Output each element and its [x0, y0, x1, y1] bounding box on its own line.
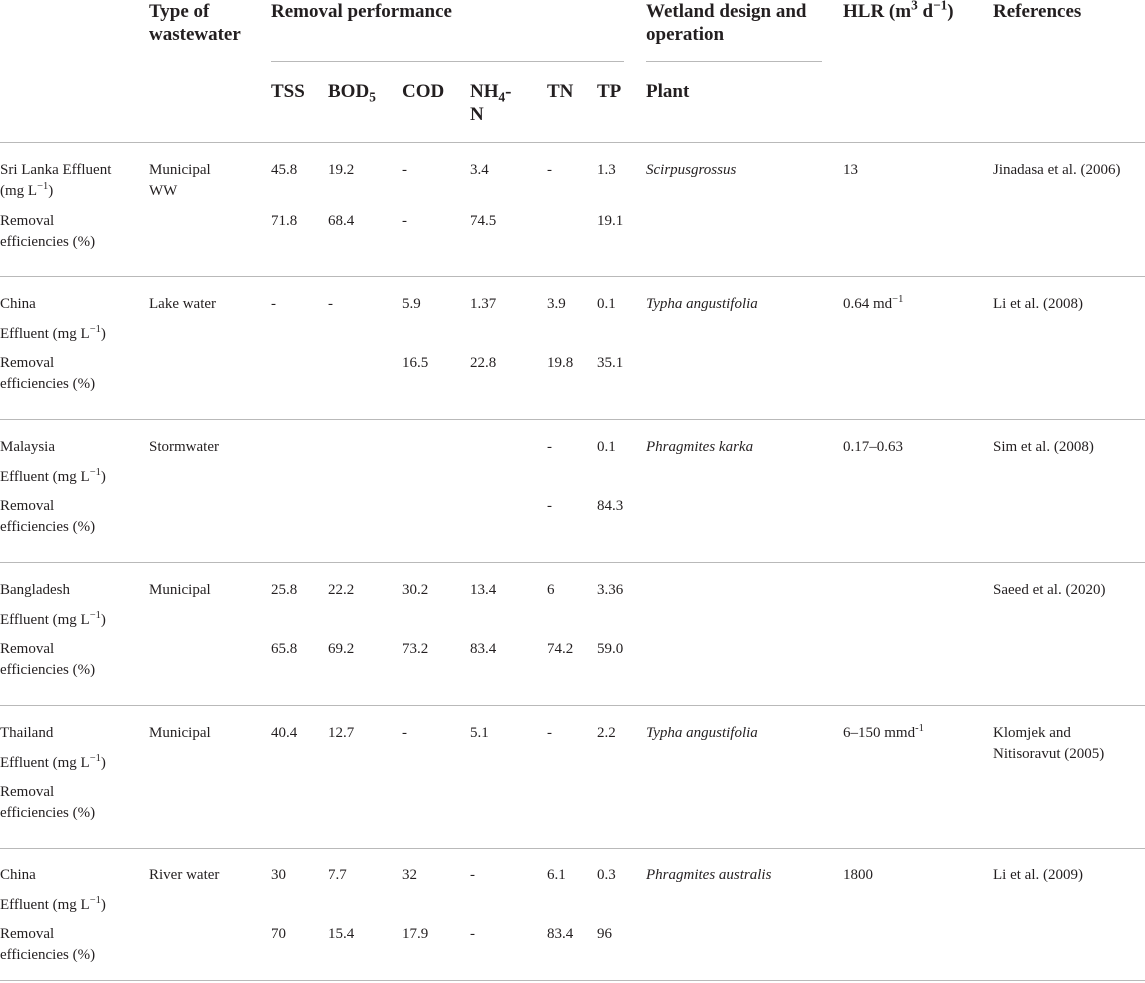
effluent-cod: 30.2	[402, 582, 429, 598]
effluent-nh4n: 3.4	[470, 162, 489, 178]
removal-cod: 16.5	[402, 355, 429, 371]
row-removal-line1: Removal	[0, 926, 55, 942]
effluent-bod5: 22.2	[328, 582, 355, 598]
header-removal-performance: Removal performance	[271, 1, 452, 22]
row-removal-label	[0, 639, 95, 681]
removal-tss: 71.8	[271, 213, 298, 229]
row-removal-line2: efficiencies (%)	[0, 947, 96, 963]
removal-tn: 74.2	[547, 641, 574, 657]
row-reference-line1: Saeed et al. (2020)	[993, 582, 1106, 598]
effluent-tn: 6	[547, 582, 555, 598]
row-label-line1: Bangladesh	[0, 582, 70, 598]
header-hlr-mid: d	[917, 1, 934, 22]
header-nh4-dash: -	[505, 81, 512, 102]
row-divider	[0, 848, 1145, 849]
removal-cod: -	[402, 213, 407, 229]
row-label-sup: −1	[89, 610, 101, 622]
row-type-line1: Stormwater	[149, 439, 219, 455]
removal-nh4n: 83.4	[470, 641, 497, 657]
row-label-line2	[0, 324, 106, 345]
row-hlr-text: 6–150 mmd	[843, 725, 916, 741]
row-removal-line1: Removal	[0, 213, 55, 229]
removal-tss: 65.8	[271, 641, 298, 657]
row-label	[0, 723, 106, 774]
header-tp: TP	[597, 81, 622, 102]
row-type	[149, 865, 219, 886]
row-reference-line1: Li et al. (2009)	[993, 867, 1083, 883]
row-removal-line1: Removal	[0, 355, 55, 371]
header-hlr-sup: 3	[911, 0, 918, 13]
row-label-line1: Thailand	[0, 725, 54, 741]
row-reference-line1: Li et al. (2008)	[993, 296, 1083, 312]
removal-bod5: 69.2	[328, 641, 355, 657]
row-label-line2	[0, 610, 106, 631]
row-hlr	[843, 865, 873, 886]
row-label-close: )	[100, 897, 106, 913]
row-divider	[0, 705, 1145, 706]
header-type	[149, 0, 241, 46]
removal-bod5: 15.4	[328, 926, 355, 942]
row-label	[0, 865, 106, 916]
row-type-line1: Municipal	[149, 162, 211, 178]
header-design-line1: Wetland design and	[646, 1, 807, 22]
row-removal-line2: efficiencies (%)	[0, 662, 96, 678]
header-type-line2: wastewater	[149, 24, 241, 45]
row-type-line1: Lake water	[149, 296, 217, 312]
effluent-tp: 0.1	[597, 439, 616, 455]
row-reference	[993, 865, 1083, 886]
header-nh4-text: NH	[470, 81, 499, 102]
header-bod5	[328, 80, 376, 103]
removal-nh4n: 22.8	[470, 355, 497, 371]
row-label-close: )	[48, 183, 54, 199]
effluent-tp: 1.3	[597, 162, 616, 178]
row-type-line1: River water	[149, 867, 220, 883]
row-label-sup: −1	[89, 467, 101, 479]
row-reference	[993, 160, 1120, 181]
effluent-nh4n: 5.1	[470, 725, 489, 741]
row-removal-line2: efficiencies (%)	[0, 376, 96, 392]
effluent-cod: -	[402, 162, 407, 178]
row-type	[149, 160, 211, 202]
row-hlr	[843, 294, 903, 315]
header-nh4n	[470, 80, 511, 126]
effluent-tn: 3.9	[547, 296, 566, 312]
effluent-tss: -	[271, 296, 276, 312]
row-removal-label	[0, 782, 95, 824]
row-label-close: )	[100, 326, 106, 342]
row-plant: Phragmites australis	[646, 867, 772, 883]
effluent-tss: 45.8	[271, 162, 298, 178]
row-hlr-text: 13	[843, 162, 858, 178]
header-tss: TSS	[271, 81, 305, 102]
row-plant: Scirpusgrossus	[646, 162, 737, 178]
row-removal-line2: efficiencies (%)	[0, 805, 96, 821]
row-removal-line1: Removal	[0, 641, 55, 657]
header-bod-sub: 5	[369, 89, 376, 105]
removal-bod5: 68.4	[328, 213, 355, 229]
row-label-unit: Effluent (mg L	[0, 755, 90, 771]
row-divider	[0, 419, 1145, 420]
effluent-tp: 0.3	[597, 867, 616, 883]
effluent-tn: -	[547, 439, 552, 455]
removal-tss: 70	[271, 926, 286, 942]
row-label-unit: Effluent (mg L	[0, 326, 90, 342]
header-references: References	[993, 1, 1082, 22]
row-label-line2	[0, 467, 106, 488]
row-removal-label	[0, 496, 95, 538]
row-divider	[0, 562, 1145, 563]
row-label-line1: Sri Lanka Effluent	[0, 162, 112, 178]
removal-tn: 83.4	[547, 926, 574, 942]
removal-tn: 19.8	[547, 355, 574, 371]
row-removal-label	[0, 211, 95, 253]
row-removal-line2: efficiencies (%)	[0, 519, 96, 535]
row-type	[149, 580, 211, 601]
effluent-nh4n: 1.37	[470, 296, 497, 312]
row-reference	[993, 294, 1083, 315]
removal-nh4n: -	[470, 926, 475, 942]
effluent-bod5: -	[328, 296, 333, 312]
effluent-bod5: 12.7	[328, 725, 355, 741]
row-removal-label	[0, 353, 95, 395]
row-removal-line1: Removal	[0, 498, 55, 514]
row-label-sup: −1	[89, 324, 101, 336]
row-hlr-text: 1800	[843, 867, 873, 883]
header-bod-text: BOD	[328, 81, 370, 102]
row-reference	[993, 723, 1104, 765]
row-label-sup: −1	[37, 181, 49, 193]
effluent-cod: 5.9	[402, 296, 421, 312]
row-type-line2: WW	[149, 183, 178, 199]
effluent-tp: 0.1	[597, 296, 616, 312]
header-hlr	[843, 0, 954, 23]
row-label-unit: Effluent (mg L	[0, 469, 90, 485]
row-label	[0, 294, 106, 345]
row-hlr	[843, 723, 924, 744]
row-label-unit: Effluent (mg L	[0, 897, 90, 913]
removal-tp: 59.0	[597, 641, 624, 657]
header-span-rule-removal	[271, 61, 624, 62]
row-label	[0, 437, 106, 488]
row-hlr-sup: -1	[915, 723, 924, 735]
effluent-cod: -	[402, 725, 407, 741]
row-label-line2	[0, 181, 111, 202]
row-plant: Typha angustifolia	[646, 725, 758, 741]
header-plant: Plant	[646, 81, 690, 102]
row-label-line1: China	[0, 296, 36, 312]
removal-cod: 17.9	[402, 926, 429, 942]
row-label-line1: Malaysia	[0, 439, 55, 455]
row-hlr	[843, 160, 858, 181]
effluent-bod5: 19.2	[328, 162, 355, 178]
header-tn: TN	[547, 81, 574, 102]
header-wetland-design	[646, 0, 807, 46]
row-plant: Phragmites karka	[646, 439, 754, 455]
header-bottom-rule	[0, 142, 1145, 143]
row-reference-line2: Nitisoravut (2005)	[993, 746, 1105, 762]
row-label	[0, 160, 111, 202]
row-hlr-text: 0.64 md	[843, 296, 893, 312]
row-label-line2	[0, 895, 106, 916]
effluent-cod: 32	[402, 867, 417, 883]
row-label-close: )	[100, 469, 106, 485]
effluent-bod5: 7.7	[328, 867, 347, 883]
row-label-line2	[0, 753, 106, 774]
removal-tp: 35.1	[597, 355, 624, 371]
header-design-line2: operation	[646, 24, 725, 45]
row-reference-line1: Klomjek and	[993, 725, 1071, 741]
row-label-line1: China	[0, 867, 36, 883]
row-reference	[993, 437, 1094, 458]
row-label	[0, 580, 106, 631]
row-reference	[993, 580, 1105, 601]
table-bottom-rule	[0, 980, 1145, 981]
row-removal-line2: efficiencies (%)	[0, 234, 96, 250]
effluent-tn: -	[547, 162, 552, 178]
row-label-close: )	[100, 612, 106, 628]
removal-tn: -	[547, 498, 552, 514]
header-type-line1: Type of	[149, 1, 210, 22]
effluent-tn: 6.1	[547, 867, 566, 883]
header-nh4-sub: 4	[498, 89, 506, 105]
row-type-line1: Municipal	[149, 725, 211, 741]
effluent-tn: -	[547, 725, 552, 741]
row-label-unit: (mg L	[0, 183, 38, 199]
header-span-rule-design	[646, 61, 822, 62]
effluent-tss: 25.8	[271, 582, 298, 598]
row-hlr	[843, 437, 903, 458]
effluent-tp: 3.36	[597, 582, 624, 598]
removal-tp: 19.1	[597, 213, 624, 229]
row-hlr-text: 0.17–0.63	[843, 439, 903, 455]
removal-tp: 96	[597, 926, 612, 942]
row-removal-label	[0, 924, 95, 966]
row-label-unit: Effluent (mg L	[0, 612, 90, 628]
effluent-tss: 40.4	[271, 725, 298, 741]
row-label-sup: −1	[89, 753, 101, 765]
header-hlr-text: HLR (m	[843, 1, 912, 22]
row-divider	[0, 276, 1145, 277]
row-reference-line1: Sim et al. (2008)	[993, 439, 1094, 455]
effluent-nh4n: -	[470, 867, 475, 883]
removal-cod: 73.2	[402, 641, 429, 657]
effluent-tss: 30	[271, 867, 286, 883]
row-plant: Typha angustifolia	[646, 296, 758, 312]
row-reference-line1: Jinadasa et al. (2006)	[993, 162, 1121, 178]
header-nh4-line2: N	[470, 104, 484, 125]
effluent-tp: 2.2	[597, 725, 616, 741]
row-removal-line1: Removal	[0, 784, 55, 800]
effluent-nh4n: 13.4	[470, 582, 497, 598]
row-label-sup: −1	[89, 895, 101, 907]
row-type	[149, 294, 216, 315]
header-hlr-end: )	[947, 1, 954, 22]
header-cod: COD	[402, 81, 445, 102]
row-hlr-sup: −1	[892, 294, 904, 306]
row-label-close: )	[100, 755, 106, 771]
removal-tp: 84.3	[597, 498, 624, 514]
row-type-line1: Municipal	[149, 582, 211, 598]
removal-nh4n: 74.5	[470, 213, 497, 229]
row-type	[149, 437, 219, 458]
header-hlr-sup2: −1	[933, 0, 948, 13]
row-type	[149, 723, 211, 744]
header-nh4-line1	[470, 80, 511, 103]
